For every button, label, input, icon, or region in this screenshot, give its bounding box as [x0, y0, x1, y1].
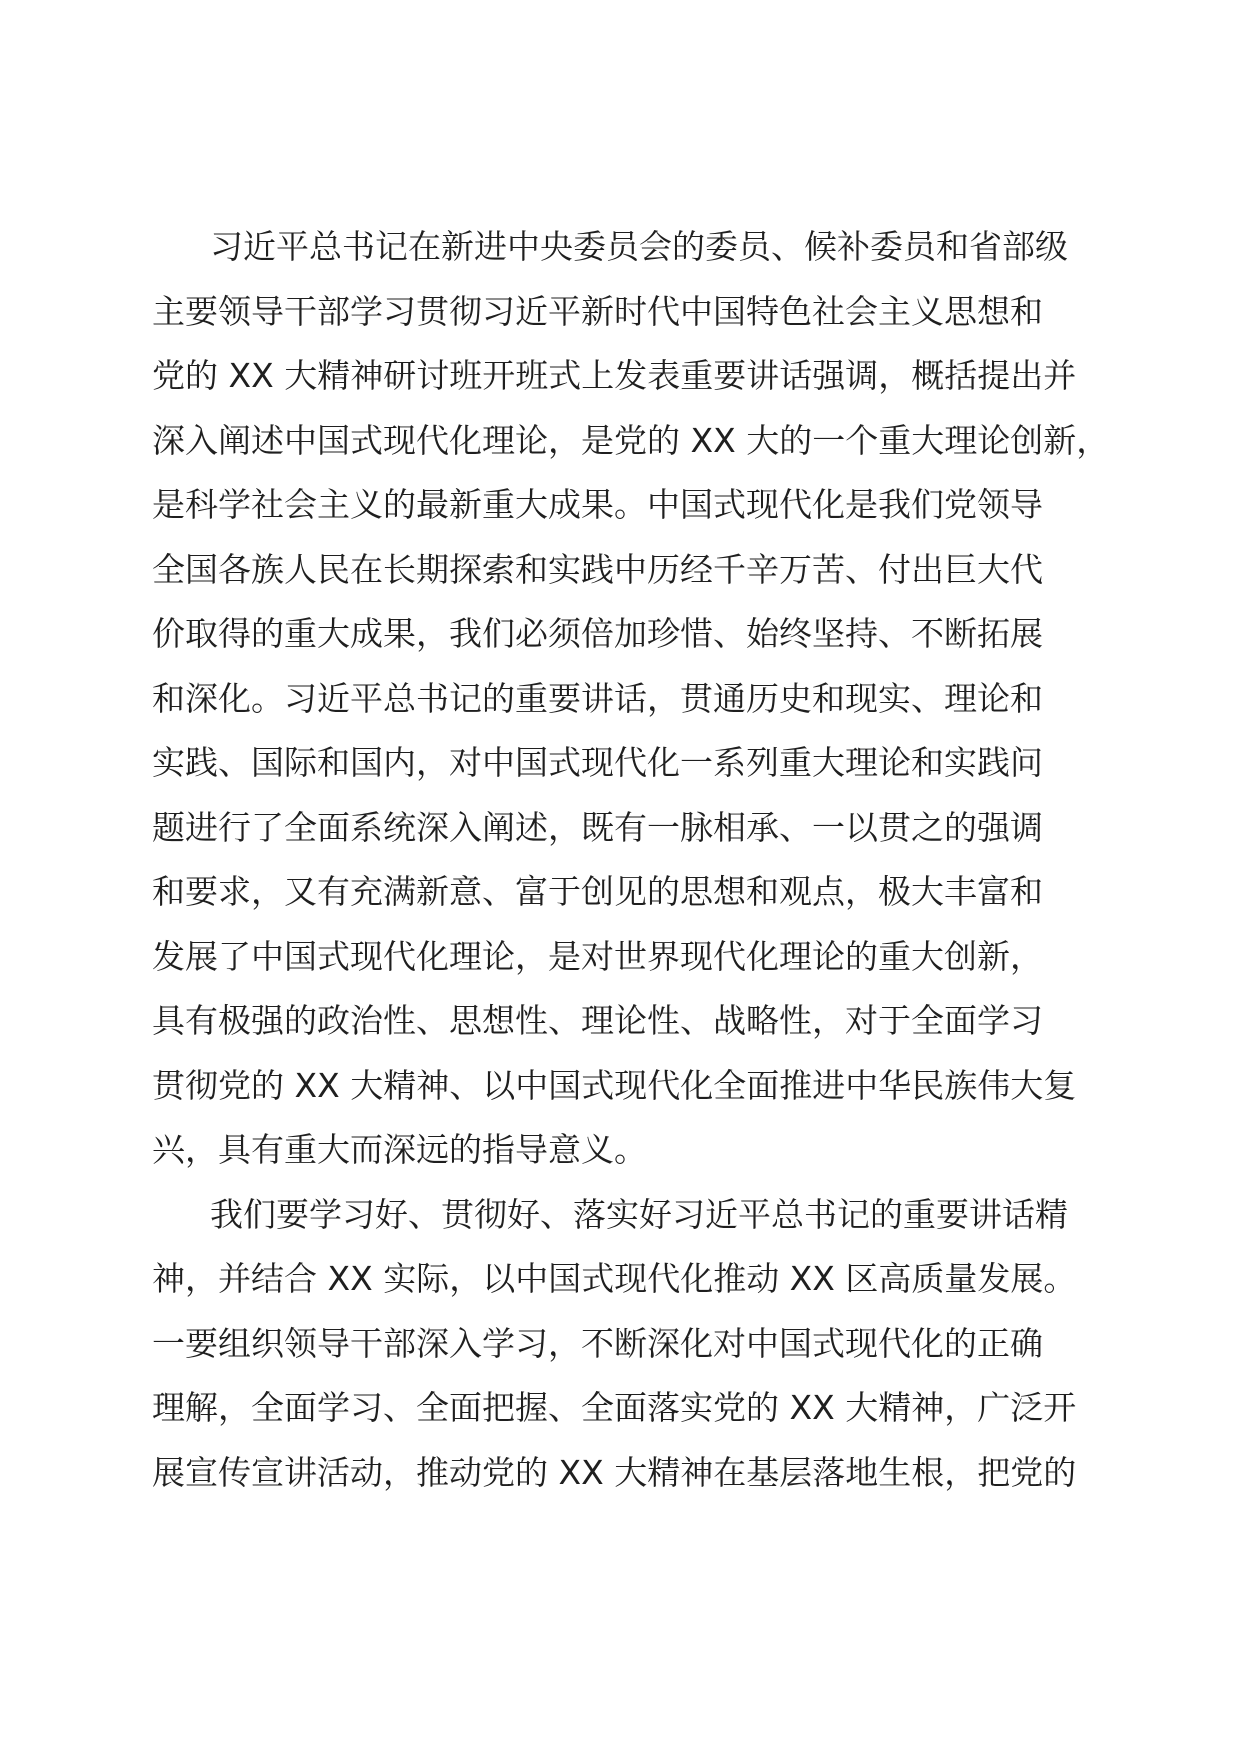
paragraph-1-line: 兴，具有重大而深远的指导意义。 — [152, 1130, 647, 1169]
paragraph-1-line: 全国各族人民在长期探索和实践中历经千辛万苦、付出巨大代 — [152, 549, 1043, 589]
paragraph-2-line: 一要组织领导干部深入学习，不断深化对中国式现代化的正确 — [152, 1323, 1043, 1363]
paragraph-1-line: 价取得的重大成果，我们必须倍加珍惜、始终坚持、不断拓展 — [152, 614, 1043, 653]
paragraph-1-line: 题进行了全面系统深入阐述，既有一脉相承、一以贯之的强调 — [152, 807, 1043, 847]
paragraph-1-line: 是科学社会主义的最新重大成果。中国式现代化是我们党领导 — [152, 485, 1043, 524]
paragraph-1-line: 和要求，又有充满新意、富于创见的思想和观点，极大丰富和 — [152, 872, 1043, 911]
document-body — [152, 215, 1110, 1505]
paragraph-1-line: 和深化。习近平总书记的重要讲话，贯通历史和现实、理论和 — [152, 678, 1043, 718]
paragraph-2-line: 我们要学习好、贯彻好、落实好习近平总书记的重要讲话精 — [210, 1194, 1068, 1234]
paragraph-1-line: 主要领导干部学习贯彻习近平新时代中国特色社会主义思想和 — [152, 291, 1043, 331]
paragraph-1-line: 实践、国际和国内，对中国式现代化一系列重大理论和实践问 — [152, 743, 1043, 782]
paragraph-1-line: 深入阐述中国式现代化理论，是党的 XX 大的一个重大理论创新， — [152, 420, 1110, 460]
paragraph-1-line: 习近平总书记在新进中央委员会的委员、候补委员和省部级 — [210, 227, 1068, 266]
paragraph-2-line: 神，并结合 XX 实际，以中国式现代化推动 XX 区高质量发展。 — [152, 1259, 1077, 1298]
paragraph-1-line: 具有极强的政治性、思想性、理论性、战略性，对于全面学习 — [152, 1001, 1043, 1040]
paragraph-1-line: 党的 XX 大精神研讨班开班式上发表重要讲话强调，概括提出并 — [152, 356, 1077, 395]
paragraph-1-line: 发展了中国式现代化理论，是对世界现代化理论的重大创新， — [152, 936, 1043, 976]
paragraph-2-line: 理解，全面学习、全面把握、全面落实党的 XX 大精神，广泛开 — [152, 1388, 1077, 1427]
paragraph-1-line: 贯彻党的 XX 大精神、以中国式现代化全面推进中华民族伟大复 — [152, 1065, 1077, 1105]
paragraph-2-line: 展宣传宣讲活动，推动党的 XX 大精神在基层落地生根，把党的 — [152, 1452, 1077, 1492]
